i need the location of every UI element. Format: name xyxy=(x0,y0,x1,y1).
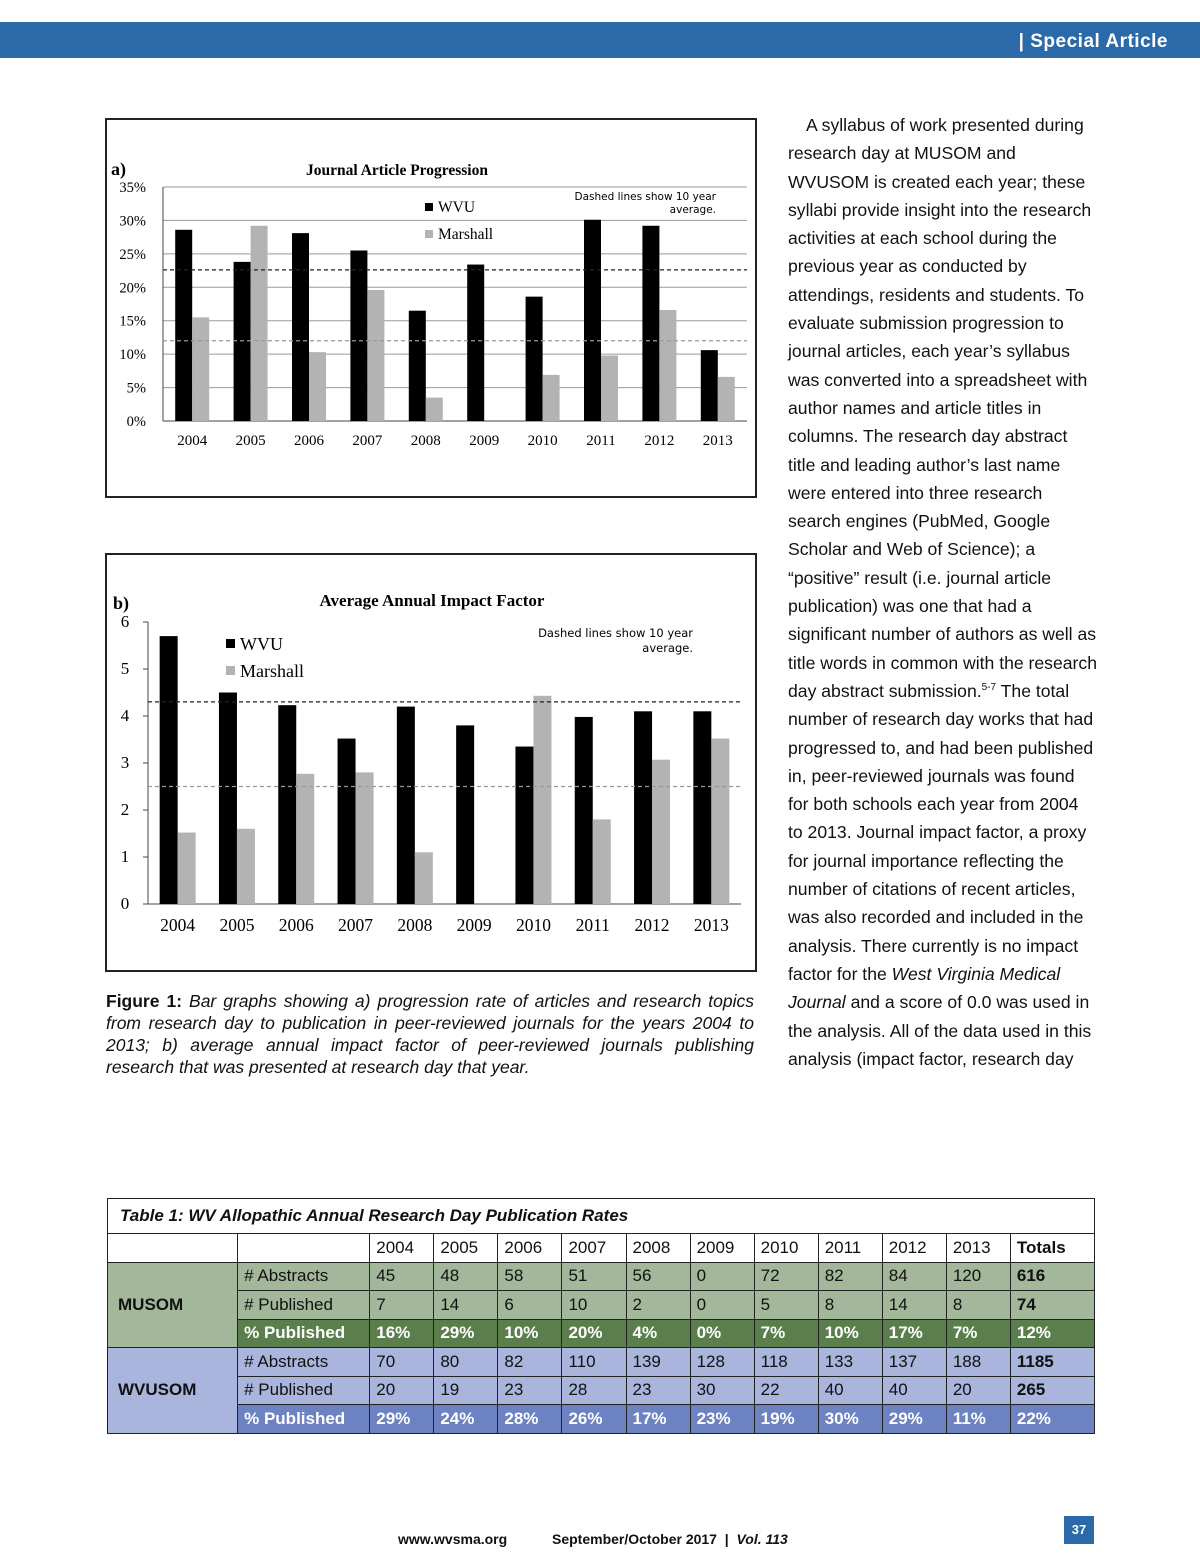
table-cell: 23% xyxy=(690,1405,754,1434)
x-tick-label: 2012 xyxy=(634,915,670,935)
totals-header: Totals xyxy=(1010,1234,1094,1263)
chart-b-label: b) xyxy=(113,593,130,613)
table-cell: 19 xyxy=(434,1376,498,1405)
x-tick-label: 2006 xyxy=(294,433,324,449)
chart-a-label: a) xyxy=(111,159,126,179)
table-cell: 118 xyxy=(754,1348,818,1377)
table-cell: 6 xyxy=(498,1291,562,1320)
x-tick-label: 2009 xyxy=(469,433,500,449)
bar-marshall-2011 xyxy=(601,355,618,421)
table-cell: 5 xyxy=(754,1291,818,1320)
footer-date: September/October 2017 xyxy=(552,1531,717,1547)
table-cell: 30 xyxy=(690,1376,754,1405)
chart-b-title: Average Annual Impact Factor xyxy=(319,591,545,610)
body-text xyxy=(788,111,1098,1073)
caption-text: Bar graphs showing a) progression rate of articles and research topics from research day to publication in peer-reviewed journals for the years 2004 to 2013; b) average annual impact factor of peer-reviewed journals publishing research that was presented at research day that year. xyxy=(106,991,755,1077)
bar-wvu-2007 xyxy=(350,251,367,421)
chart-a-note-line1: Dashed lines show 10 year xyxy=(574,191,716,203)
bar-marshall-2010 xyxy=(533,696,551,904)
table-cell: 29% xyxy=(434,1319,498,1348)
table-row xyxy=(108,1291,1095,1320)
bar-wvu-2006 xyxy=(278,705,296,904)
y-tick-label: 4 xyxy=(120,706,130,725)
bar-wvu-2007 xyxy=(338,739,356,904)
table-cell: 40 xyxy=(882,1376,946,1405)
x-tick-label: 2007 xyxy=(338,915,374,935)
bar-marshall-2008 xyxy=(415,852,433,904)
chart-a-legend-marshall: Marshall xyxy=(438,226,494,243)
table-cell: 11% xyxy=(946,1405,1010,1434)
bar-marshall-2013 xyxy=(718,377,735,421)
chart-a-legend-wvu-swatch xyxy=(425,203,433,211)
footer-separator: | xyxy=(724,1531,729,1547)
table-cell: 23 xyxy=(498,1376,562,1405)
year-header: 2012 xyxy=(882,1234,946,1263)
total-cell: 265 xyxy=(1010,1376,1094,1405)
caption-label: Figure 1: xyxy=(106,991,183,1011)
bar-wvu-2008 xyxy=(409,311,426,421)
impact-factor-chart xyxy=(107,555,755,970)
table-title: Table 1: WV Allopathic Annual Research Day Publication Rates xyxy=(108,1199,1095,1234)
x-tick-label: 2013 xyxy=(702,433,733,449)
bar-wvu-2012 xyxy=(634,711,652,904)
table-row xyxy=(108,1405,1095,1434)
x-tick-label: 2007 xyxy=(352,433,383,449)
total-cell: 22% xyxy=(1010,1405,1094,1434)
x-tick-label: 2010 xyxy=(515,915,551,935)
y-tick-label: 5 xyxy=(120,659,130,678)
bar-marshall-2013 xyxy=(711,739,729,904)
table-cell: 26% xyxy=(562,1405,626,1434)
year-header: 2005 xyxy=(434,1234,498,1263)
chart-a-note-line2: average. xyxy=(669,204,716,216)
y-tick-label: 5% xyxy=(126,380,146,397)
table-cell: 24% xyxy=(434,1405,498,1434)
year-header: 2013 xyxy=(946,1234,1010,1263)
table-cell: 8 xyxy=(946,1291,1010,1320)
chart-b-marks xyxy=(121,612,741,935)
year-header: 2007 xyxy=(562,1234,626,1263)
empty-header-cell xyxy=(108,1234,238,1263)
row-label: # Abstracts xyxy=(238,1348,370,1377)
table-cell: 20% xyxy=(562,1319,626,1348)
bar-wvu-2006 xyxy=(292,233,309,421)
y-tick-label: 6 xyxy=(120,612,130,631)
table-cell: 14 xyxy=(434,1291,498,1320)
bar-marshall-2006 xyxy=(309,352,326,421)
table-cell: 19% xyxy=(754,1405,818,1434)
y-tick-label: 0% xyxy=(126,414,146,430)
bar-wvu-2010 xyxy=(526,297,543,421)
x-tick-label: 2012 xyxy=(644,433,675,449)
y-tick-label: 3 xyxy=(120,753,130,772)
page-number: 37 xyxy=(1064,1516,1094,1544)
y-tick-label: 25% xyxy=(119,246,146,263)
row-label: % Published xyxy=(238,1405,370,1434)
chart-a-legend-marshall-swatch xyxy=(425,230,433,238)
footer-volume: Vol. 113 xyxy=(736,1531,788,1547)
bar-marshall-2012 xyxy=(659,310,676,421)
total-cell: 74 xyxy=(1010,1291,1094,1320)
table-cell: 40 xyxy=(818,1376,882,1405)
body-paragraph-2b: and a score of 0.0 was used in the analysis. All of the data used in this analysis (impact factor, research day xyxy=(788,992,1092,1069)
table-cell: 133 xyxy=(818,1348,882,1377)
row-label: # Abstracts xyxy=(238,1262,370,1291)
journal-name: West Virginia Medical Journal xyxy=(788,963,1061,1013)
bar-marshall-2004 xyxy=(178,833,196,904)
chart-a-frame xyxy=(105,118,757,498)
table-header-row xyxy=(108,1234,1095,1263)
table-cell: 58 xyxy=(498,1262,562,1291)
table-cell: 20 xyxy=(946,1376,1010,1405)
chart-b-legend-marshall: Marshall xyxy=(240,661,304,681)
figure-caption xyxy=(106,990,754,1078)
publication-table xyxy=(107,1198,1095,1434)
bar-wvu-2004 xyxy=(175,230,192,421)
table-cell: 70 xyxy=(370,1348,434,1377)
bar-wvu-2008 xyxy=(397,707,415,904)
table-cell: 4% xyxy=(626,1319,690,1348)
chart-b-frame xyxy=(105,553,757,972)
table-cell: 28 xyxy=(562,1376,626,1405)
y-tick-label: 30% xyxy=(119,213,146,230)
total-cell: 12% xyxy=(1010,1319,1094,1348)
table-row xyxy=(108,1319,1095,1348)
table-row xyxy=(108,1376,1095,1405)
y-tick-label: 15% xyxy=(119,313,146,330)
table-cell: 72 xyxy=(754,1262,818,1291)
table-cell: 22 xyxy=(754,1376,818,1405)
table-cell: 28% xyxy=(498,1405,562,1434)
bar-wvu-2009 xyxy=(456,725,474,904)
total-cell: 616 xyxy=(1010,1262,1094,1291)
bar-wvu-2009 xyxy=(467,265,484,421)
table-cell: 56 xyxy=(626,1262,690,1291)
x-tick-label: 2013 xyxy=(693,915,729,935)
table-cell: 30% xyxy=(818,1405,882,1434)
table-cell: 10% xyxy=(498,1319,562,1348)
table-cell: 120 xyxy=(946,1262,1010,1291)
table-cell: 29% xyxy=(882,1405,946,1434)
year-header: 2011 xyxy=(818,1234,882,1263)
year-header: 2009 xyxy=(690,1234,754,1263)
year-header: 2004 xyxy=(370,1234,434,1263)
table-cell: 188 xyxy=(946,1348,1010,1377)
table-cell: 82 xyxy=(498,1348,562,1377)
table-cell: 2 xyxy=(626,1291,690,1320)
bar-marshall-2006 xyxy=(296,774,314,904)
y-tick-label: 20% xyxy=(119,280,146,297)
table-cell: 51 xyxy=(562,1262,626,1291)
table-cell: 17% xyxy=(626,1405,690,1434)
reference-superscript: 5-7 xyxy=(981,682,997,694)
chart-b-note-line1: Dashed lines show 10 year xyxy=(538,626,693,640)
bar-wvu-2012 xyxy=(642,226,659,421)
table-cell: 23 xyxy=(626,1376,690,1405)
group-label: MUSOM xyxy=(108,1262,238,1348)
bar-marshall-2008 xyxy=(426,398,443,421)
table-cell: 128 xyxy=(690,1348,754,1377)
bar-marshall-2007 xyxy=(356,772,374,904)
x-tick-label: 2005 xyxy=(235,433,266,449)
bar-marshall-2011 xyxy=(593,819,611,904)
y-tick-label: 0 xyxy=(120,894,130,913)
table-cell: 84 xyxy=(882,1262,946,1291)
journal-progression-chart xyxy=(107,120,755,496)
body-paragraph-1: A syllabus of work presented during research day at MUSOM and WVUSOM is created each year; these syllabi provide insight into the research activities at each school during the previous year as conducted by attendings, residents and students. To evaluate submission progression to journal articles, each year’s syllabus was converted into a spreadsheet with author names and article titles in columns. The research day abstract title and leading author’s last name were entered into three research search engines (PubMed, Google Scholar and Web of Science); a “positive” result (i.e. journal article publication) was one that had a significant number of authors as well as title words in common with the research day abstract submission. xyxy=(788,115,1097,701)
chart-b-legend-marshall-swatch xyxy=(226,666,235,675)
table-cell: 7% xyxy=(946,1319,1010,1348)
chart-a-legend-wvu: WVU xyxy=(438,199,476,216)
table-cell: 0% xyxy=(690,1319,754,1348)
table-row xyxy=(108,1262,1095,1291)
table-row xyxy=(108,1348,1095,1377)
table-cell: 45 xyxy=(370,1262,434,1291)
chart-a-title: Journal Article Progression xyxy=(306,162,488,179)
row-label: # Published xyxy=(238,1376,370,1405)
year-header: 2006 xyxy=(498,1234,562,1263)
year-header: 2008 xyxy=(626,1234,690,1263)
chart-b-legend-wvu: WVU xyxy=(240,634,283,654)
chart-b-note-line2: average. xyxy=(642,641,693,655)
chart-a-marks xyxy=(119,180,747,449)
x-tick-label: 2010 xyxy=(527,433,558,449)
y-tick-label: 35% xyxy=(119,180,146,196)
bar-marshall-2004 xyxy=(192,317,209,421)
table-cell: 0 xyxy=(690,1262,754,1291)
group-label: WVUSOM xyxy=(108,1348,238,1434)
bar-wvu-2013 xyxy=(693,711,711,904)
table-cell: 7 xyxy=(370,1291,434,1320)
bar-wvu-2013 xyxy=(701,350,718,421)
total-cell: 1185 xyxy=(1010,1348,1094,1377)
table-cell: 7% xyxy=(754,1319,818,1348)
bar-wvu-2005 xyxy=(219,693,237,905)
table-cell: 10% xyxy=(818,1319,882,1348)
table-cell: 137 xyxy=(882,1348,946,1377)
table-cell: 48 xyxy=(434,1262,498,1291)
y-tick-label: 10% xyxy=(119,347,146,364)
table-cell: 110 xyxy=(562,1348,626,1377)
bar-marshall-2012 xyxy=(652,760,670,904)
bar-marshall-2010 xyxy=(543,375,560,421)
x-tick-label: 2006 xyxy=(278,915,314,935)
table-cell: 17% xyxy=(882,1319,946,1348)
bar-wvu-2004 xyxy=(160,636,178,904)
x-tick-label: 2008 xyxy=(397,915,433,935)
footer-issue xyxy=(552,1531,788,1547)
year-header: 2010 xyxy=(754,1234,818,1263)
empty-header-cell xyxy=(238,1234,370,1263)
x-tick-label: 2004 xyxy=(160,915,196,935)
y-tick-label: 2 xyxy=(120,800,130,819)
table-cell: 16% xyxy=(370,1319,434,1348)
chart-b-legend-wvu-swatch xyxy=(226,639,235,648)
table-cell: 82 xyxy=(818,1262,882,1291)
x-tick-label: 2011 xyxy=(575,915,610,935)
table-cell: 80 xyxy=(434,1348,498,1377)
bar-wvu-2005 xyxy=(234,262,251,421)
bar-marshall-2005 xyxy=(237,829,255,904)
bar-wvu-2011 xyxy=(584,220,601,421)
y-tick-label: 1 xyxy=(120,847,130,866)
table-cell: 8 xyxy=(818,1291,882,1320)
x-tick-label: 2004 xyxy=(177,433,208,449)
bar-marshall-2005 xyxy=(251,226,268,421)
bar-wvu-2010 xyxy=(515,747,533,904)
x-tick-label: 2011 xyxy=(586,433,616,449)
section-title: | Special Article xyxy=(1018,31,1168,52)
row-label: % Published xyxy=(238,1319,370,1348)
footer-url[interactable]: www.wvsma.org xyxy=(398,1531,508,1547)
table-cell: 29% xyxy=(370,1405,434,1434)
table-cell: 10 xyxy=(562,1291,626,1320)
table-cell: 14 xyxy=(882,1291,946,1320)
bar-marshall-2007 xyxy=(367,290,384,421)
row-label: # Published xyxy=(238,1291,370,1320)
x-tick-label: 2009 xyxy=(456,915,492,935)
x-tick-label: 2005 xyxy=(219,915,255,935)
table-cell: 20 xyxy=(370,1376,434,1405)
table-cell: 0 xyxy=(690,1291,754,1320)
body-paragraph-2a: The total number of research day works that had progressed to, and had been published in, peer-reviewed journals was found for both schools each year from 2004 to 2013. Journal impact factor, a proxy for journal importance reflecting the number of citations of recent articles, was also recorded and included in the analysis. There currently is no impact factor for the xyxy=(788,680,1094,984)
table-cell: 139 xyxy=(626,1348,690,1377)
x-tick-label: 2008 xyxy=(410,433,441,449)
bar-wvu-2011 xyxy=(575,717,593,904)
